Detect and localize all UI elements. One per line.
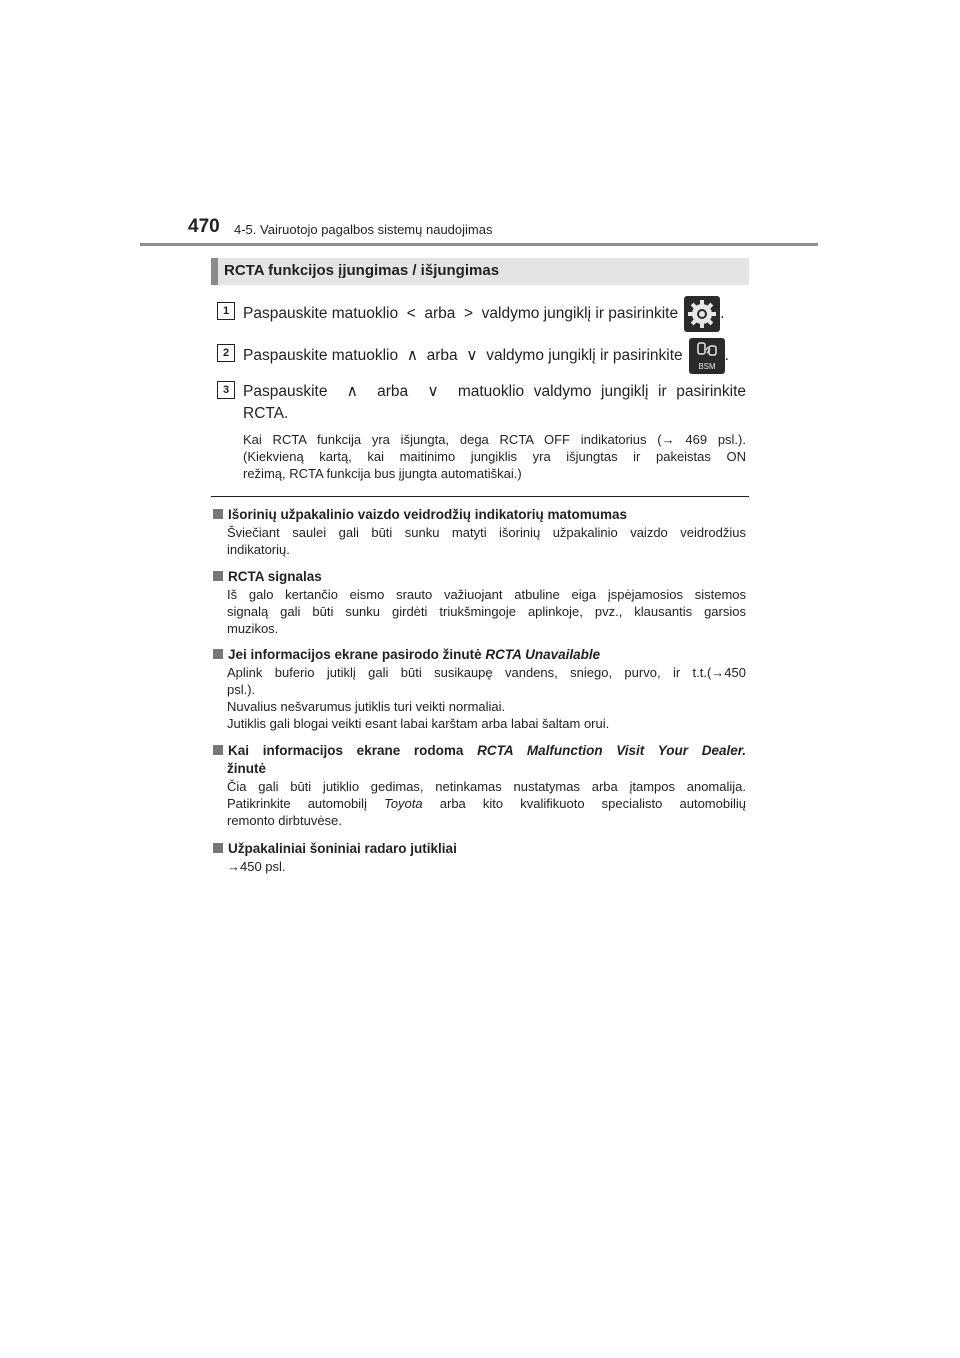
section-divider <box>211 496 749 497</box>
step-3 <box>243 381 746 425</box>
info-item-2-line-1: Iš galo kertančio eismo srauto važiuojant atbuline eiga įspėjamosios sistemos <box>227 587 746 602</box>
step-2-suffix: . <box>724 347 729 365</box>
info-item-1-line-1: Šviečiant saulei gali būti sunku matyti išorinių užpakalinio vaizdo veidrodžius <box>227 525 746 540</box>
info-item-3-line-2: psl.). <box>227 682 256 697</box>
note-line-2: (Kiekvieną kartą, kai maitinimo jungiklis yra išjungtas ir pakeistas ON <box>243 449 746 464</box>
bullet-square-icon <box>213 509 223 519</box>
header-rule <box>140 243 818 246</box>
step-2-text: Paspauskite matuoklio ∧ arba ∨ valdymo jungiklį ir pasirinkite <box>243 347 683 365</box>
step-3-line-2: RCTA. <box>243 405 289 422</box>
chapter-title: 4-5. Vairuotojo pagalbos sistemų naudojimas <box>234 222 493 237</box>
note-line-1: Kai RCTA funkcija yra išjungta, dega RCTA OFF indikatorius (→ 469 psl.). <box>243 432 746 447</box>
info-item-3-line-4: Jutiklis gali blogai veikti esant labai karštam arba labai šaltam orui. <box>227 716 610 731</box>
section-header <box>211 258 749 285</box>
info-item-4-line-3: remonto dirbtuvėse. <box>227 813 342 828</box>
step-2 <box>243 338 746 374</box>
info-item-2-line-2: signalą gali būti sunku girdėti triukšmingoje aplinkoje, pvz., klausantis garsios <box>227 604 746 619</box>
bsm-icon <box>689 338 725 374</box>
section-header-bar <box>211 258 218 285</box>
info-item-3-title <box>213 646 746 664</box>
info-item-3-title-italic: RCTA Unavailable <box>485 647 601 662</box>
info-item-3-line-1: Aplink buferio jutiklį gali būti susikaupę vandens, sniego, purvo, ir t.t.(→450 <box>227 665 746 680</box>
step-1 <box>243 296 746 332</box>
page-number: 470 <box>188 216 220 237</box>
info-item-1-title <box>213 506 746 524</box>
bullet-square-icon <box>213 649 223 659</box>
step-3-line-1: Paspauskite ∧ arba ∨ matuoklio valdymo jungiklį ir pasirinkite <box>243 383 746 400</box>
info-item-1-line-2: indikatorių. <box>227 542 290 557</box>
step-1-suffix: . <box>720 305 725 323</box>
step-1-text: Paspauskite matuoklio < arba > valdymo jungiklį ir pasirinkite <box>243 305 679 323</box>
note-line-3: režimą, RCTA funkcija bus įjungta automatiškai.) <box>243 466 522 481</box>
step-number-1: 1 <box>217 302 235 320</box>
info-item-2-title <box>213 568 746 586</box>
info-item-5-title <box>213 840 746 858</box>
info-item-4-title-line-2: žinutė <box>227 761 266 776</box>
info-item-3-title-text: Jei informacijos ekrane pasirodo žinutė <box>228 647 486 662</box>
bullet-square-icon <box>213 843 223 853</box>
section-title: RCTA funkcijos įjungimas / išjungimas <box>224 262 500 279</box>
step-note <box>243 431 746 482</box>
info-item-2 <box>213 568 746 637</box>
info-item-4-line-1: Čia gali būti jutiklio gedimas, netinkamas nustatymas arba įtampos anomalija. <box>227 779 746 794</box>
info-item-4-title-italic: RCTA Malfunction Visit Your Dealer. <box>477 743 746 758</box>
settings-gear-icon <box>684 296 720 332</box>
info-item-4-line-2b: arba kito kvalifikuoto specialisto automobilių <box>422 796 746 811</box>
info-item-5-line-1[interactable]: →450 psl. <box>227 859 286 874</box>
info-item-4-title-text: Kai informacijos ekrane rodoma <box>228 743 478 758</box>
step-number-3: 3 <box>217 381 235 399</box>
info-item-3-line-3: Nuvalius nešvarumus jutiklis turi veikti normaliai. <box>227 699 506 714</box>
info-item-4-brand: Toyota <box>384 796 423 811</box>
info-item-3 <box>213 646 746 732</box>
info-item-2-title-text: RCTA signalas <box>228 569 322 584</box>
info-item-4-title <box>213 742 746 760</box>
info-item-2-line-3: muzikos. <box>227 621 279 636</box>
bsm-icon-label: BSM <box>697 362 716 371</box>
info-item-4-line-2a: Patikrinkite automobilį <box>227 796 385 811</box>
info-item-5 <box>213 840 746 875</box>
info-item-1-title-text: Išorinių užpakalinio vaizdo veidrodžių indikatorių matomumas <box>228 507 628 522</box>
info-item-4-line-2 <box>227 795 746 812</box>
info-item-5-title-text: Užpakaliniai šoniniai radaro jutikliai <box>228 841 457 856</box>
step-number-2: 2 <box>217 344 235 362</box>
info-item-1 <box>213 506 746 558</box>
bullet-square-icon <box>213 745 223 755</box>
info-item-4 <box>213 742 746 829</box>
bullet-square-icon <box>213 571 223 581</box>
